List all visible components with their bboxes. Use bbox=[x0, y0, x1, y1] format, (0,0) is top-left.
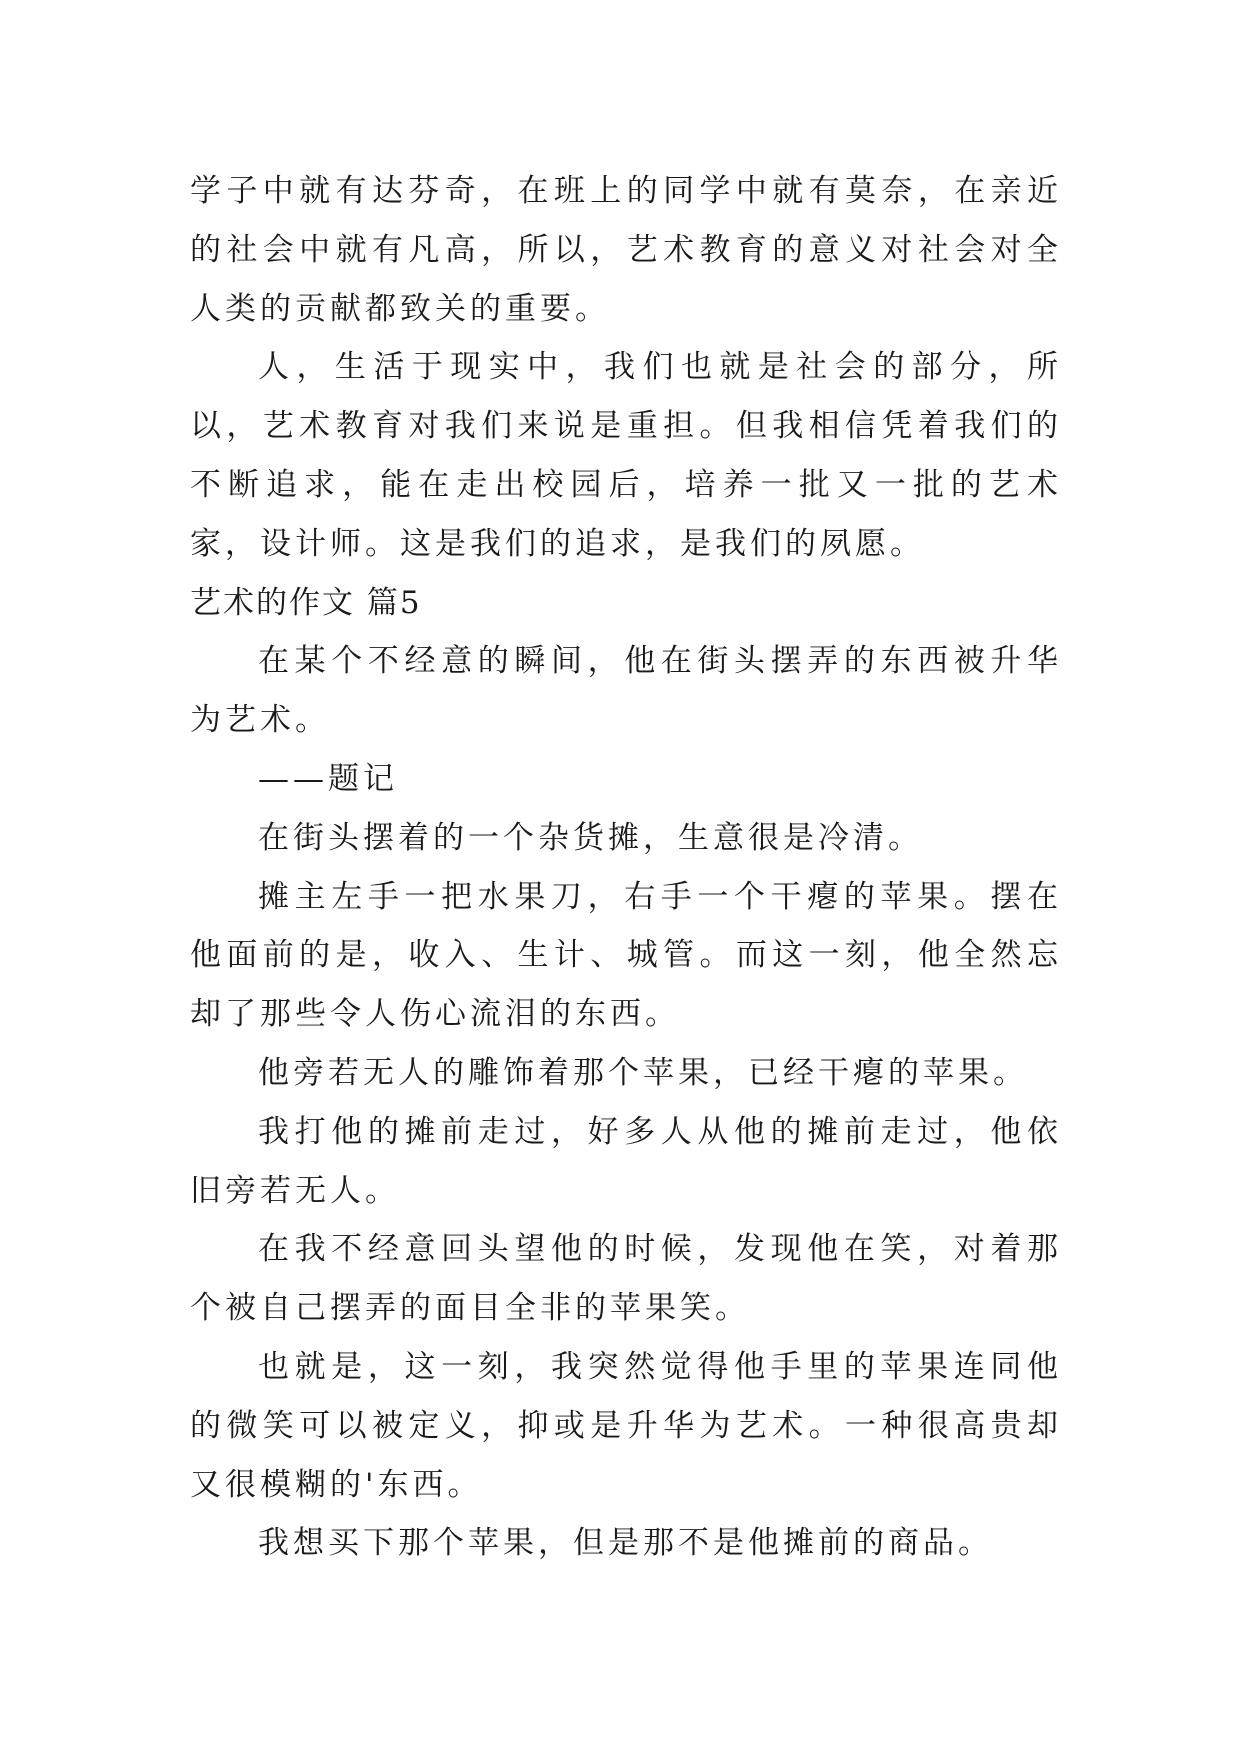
paragraph: 他旁若无人的雕饰着那个苹果，已经干瘪的苹果。 bbox=[258, 1054, 1028, 1091]
section-heading: 艺术的作文 篇5 bbox=[190, 584, 422, 621]
document-body bbox=[190, 162, 1062, 1573]
paragraph: 摊主左手一把水果刀，右手一个干瘪的苹果。摆在他面前的是，收入、生计、城管。而这一刻，他全然忘却了那些令人伤心流泪的东西。 bbox=[190, 878, 1062, 1033]
paragraph: 在街头摆着的一个杂货摊，生意很是冷清。 bbox=[258, 819, 923, 856]
paragraph: 我打他的摊前走过，好多人从他的摊前走过，他依旧旁若无人。 bbox=[190, 1113, 1062, 1209]
paragraph: 也就是，这一刻，我突然觉得他手里的苹果连同他的微笑可以被定义，抑或是升华为艺术。一种很高贵却又很模糊的'东西。 bbox=[190, 1348, 1062, 1503]
paragraph: 在我不经意回头望他的时候，发现他在笑，对着那个被自己摆弄的面目全非的苹果笑。 bbox=[190, 1231, 1062, 1327]
paragraph: 学子中就有达芬奇，在班上的同学中就有莫奈，在亲近的社会中就有凡高，所以，艺术教育的意义对社会对全人类的贡献都致关的重要。 bbox=[190, 173, 1062, 327]
paragraph: 在某个不经意的瞬间，他在街头摆弄的东西被升华为艺术。 bbox=[190, 643, 1062, 739]
paragraph: 人，生活于现实中，我们也就是社会的部分，所以，艺术教育对我们来说是重担。但我相信凭着我们的不断追求，能在走出校园后，培养一批又一批的艺术家，设计师。这是我们的追求，是我们的夙愿。 bbox=[190, 349, 1062, 562]
epigraph-attribution: ——题记 bbox=[258, 760, 398, 797]
paragraph: 我想买下那个苹果，但是那不是他摊前的商品。 bbox=[258, 1525, 993, 1562]
